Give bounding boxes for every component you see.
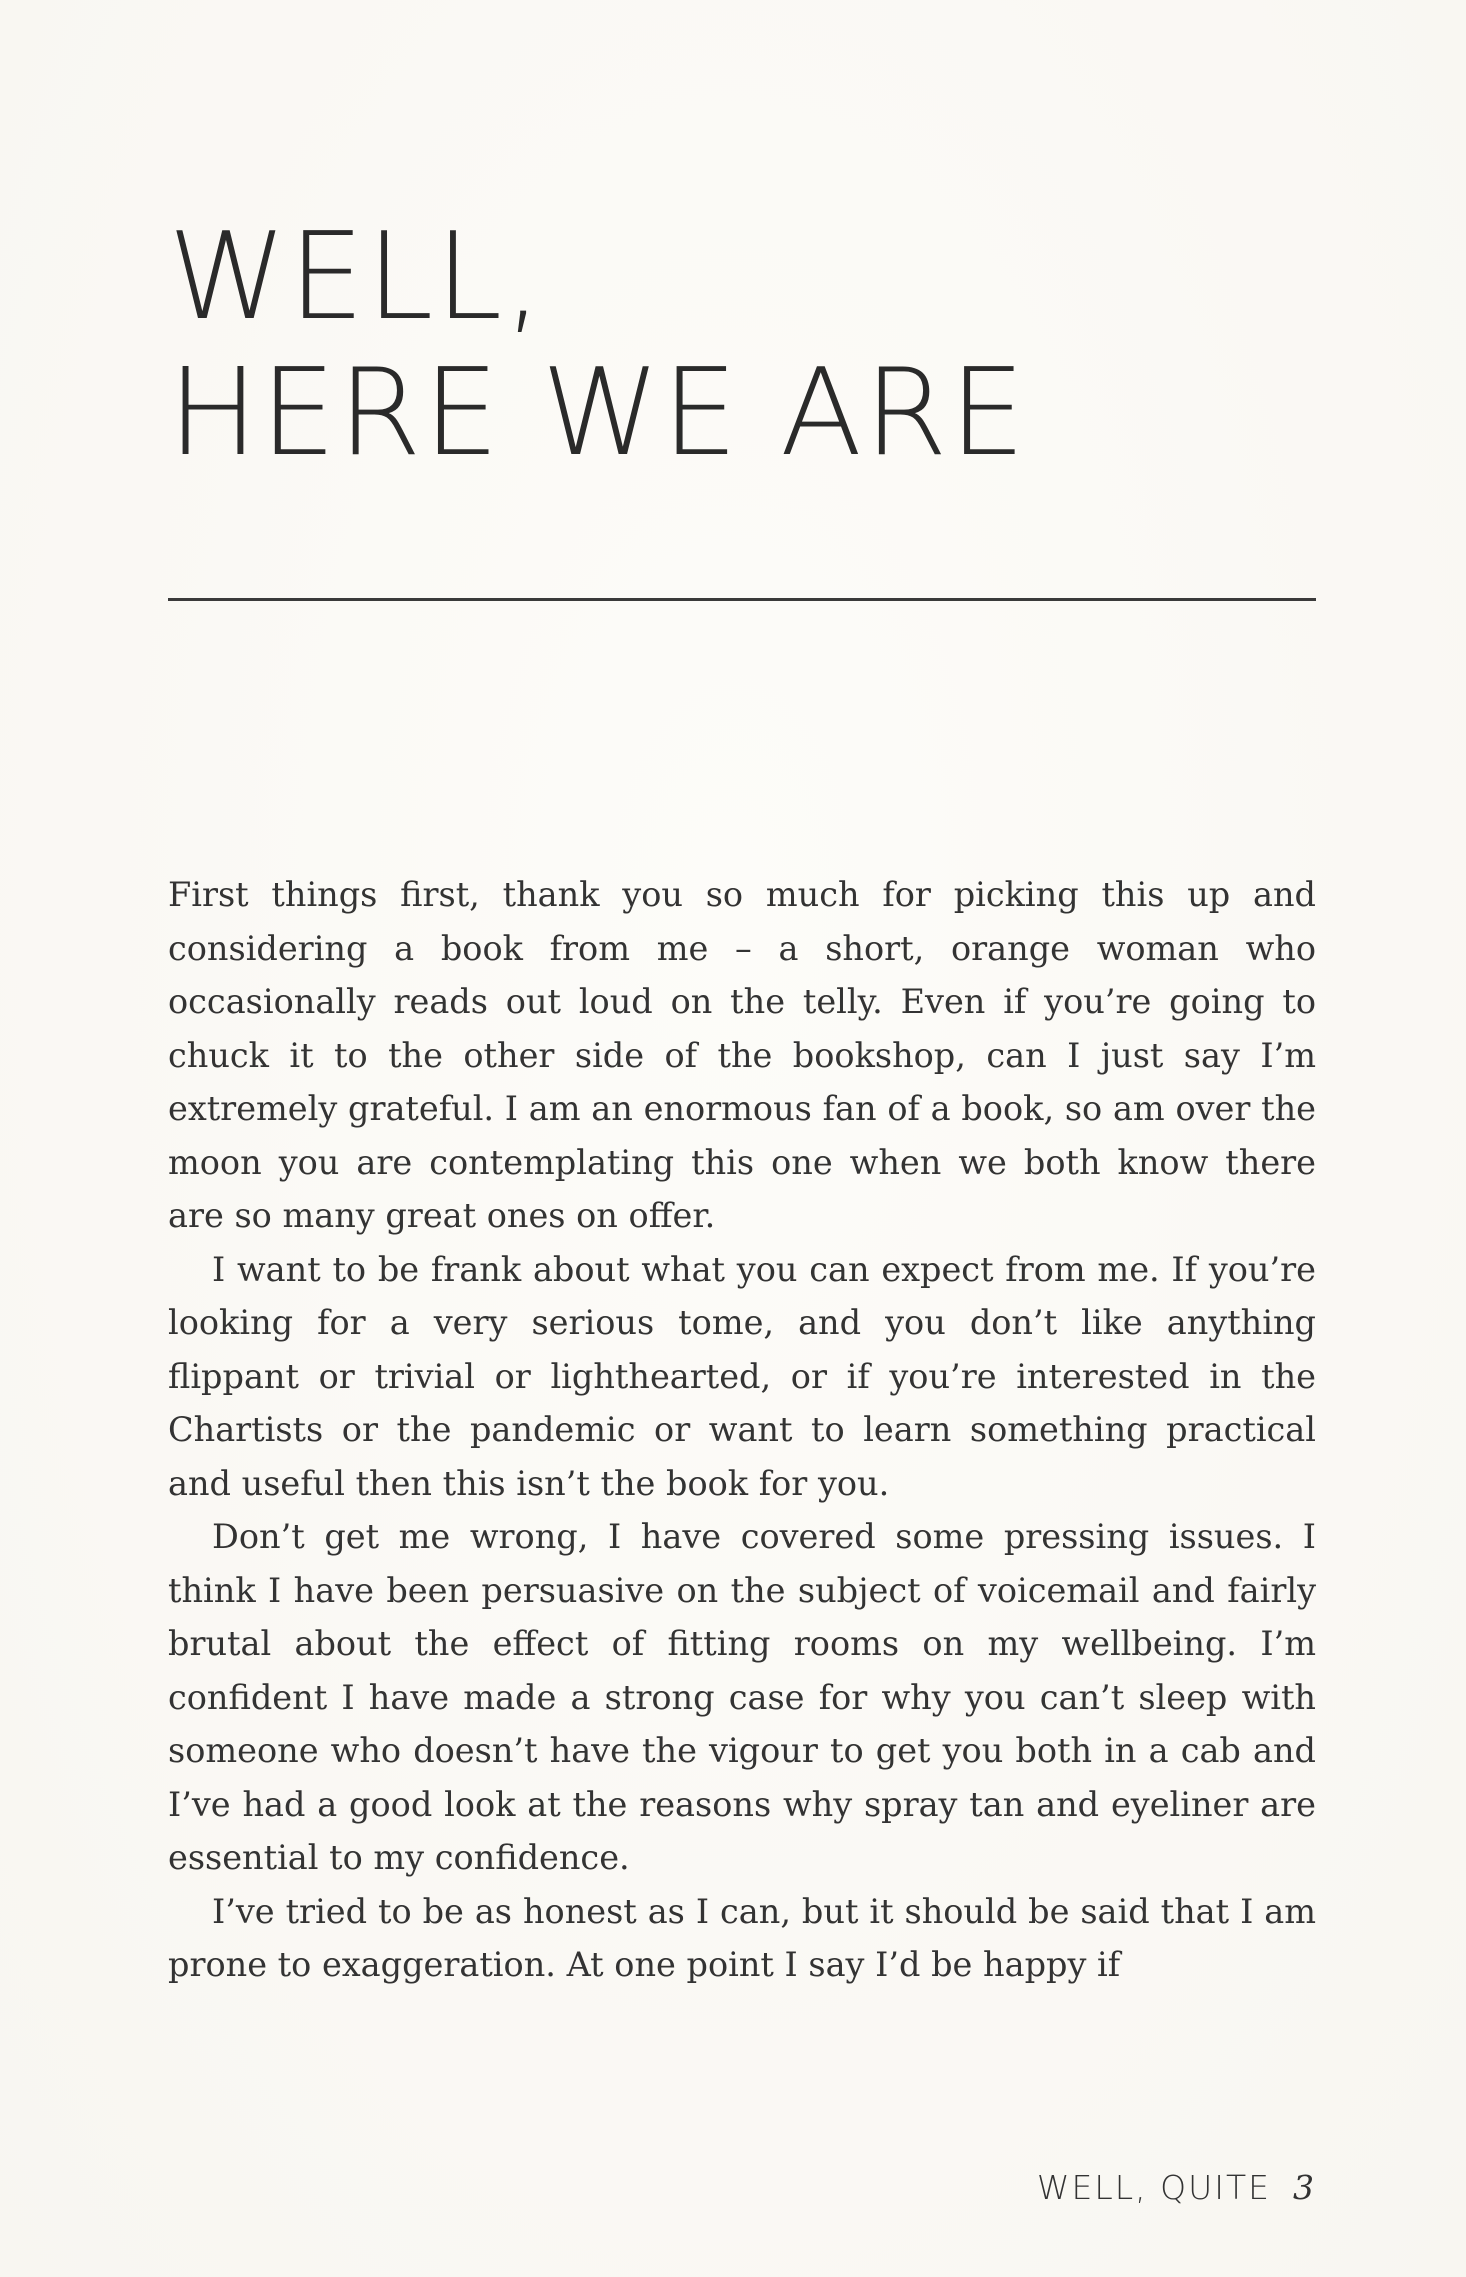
chapter-title <box>168 210 1318 482</box>
paragraph-4: I’ve tried to be as honest as I can, but it should be said that I am prone to exaggeration. At one point I say I’d be happy if <box>168 1891 1316 1984</box>
body-text <box>168 868 1316 1992</box>
chapter-title-line-2: HERE WE ARE <box>168 344 1028 483</box>
title-divider <box>168 598 1316 601</box>
chapter-title-line-1: WELL, <box>168 208 545 347</box>
paragraph-1: First things first, thank you so much for picking this up and considering a book from me – a short, orange woman who occasionally reads out loud on the telly. Even if you’re going to chuck it to the other side of the bookshop, can I just say I’m extremely grateful. I am an enormous fan of a book, so am over the moon you are contemplating this one when we both know there are so many great ones on offer. <box>168 875 1316 1235</box>
paragraph-2: I want to be frank about what you can expect from me. If you’re looking for a very serious tome, and you don’t like anything flippant or trivial or lighthearted, or if you’re interested in the Chartists or the pandemic or want to learn something practical and useful then this isn’t the book for you. <box>168 1249 1316 1503</box>
page-number: 3 <box>1293 2168 1316 2207</box>
running-footer <box>1037 2168 1316 2207</box>
running-title: WELL, QUITE <box>1036 2168 1271 2207</box>
paragraph-3: Don’t get me wrong, I have covered some pressing issues. I think I have been persuasive on the subject of voicemail and fairly brutal about the effect of fitting rooms on my wellbeing. I’m confident I have made a strong case for why you can’t sleep with someone who doesn’t have the vigour to get you both in a cab and I’ve had a good look at the reasons why spray tan and eyeliner are essential to my confidence. <box>168 1517 1316 1877</box>
